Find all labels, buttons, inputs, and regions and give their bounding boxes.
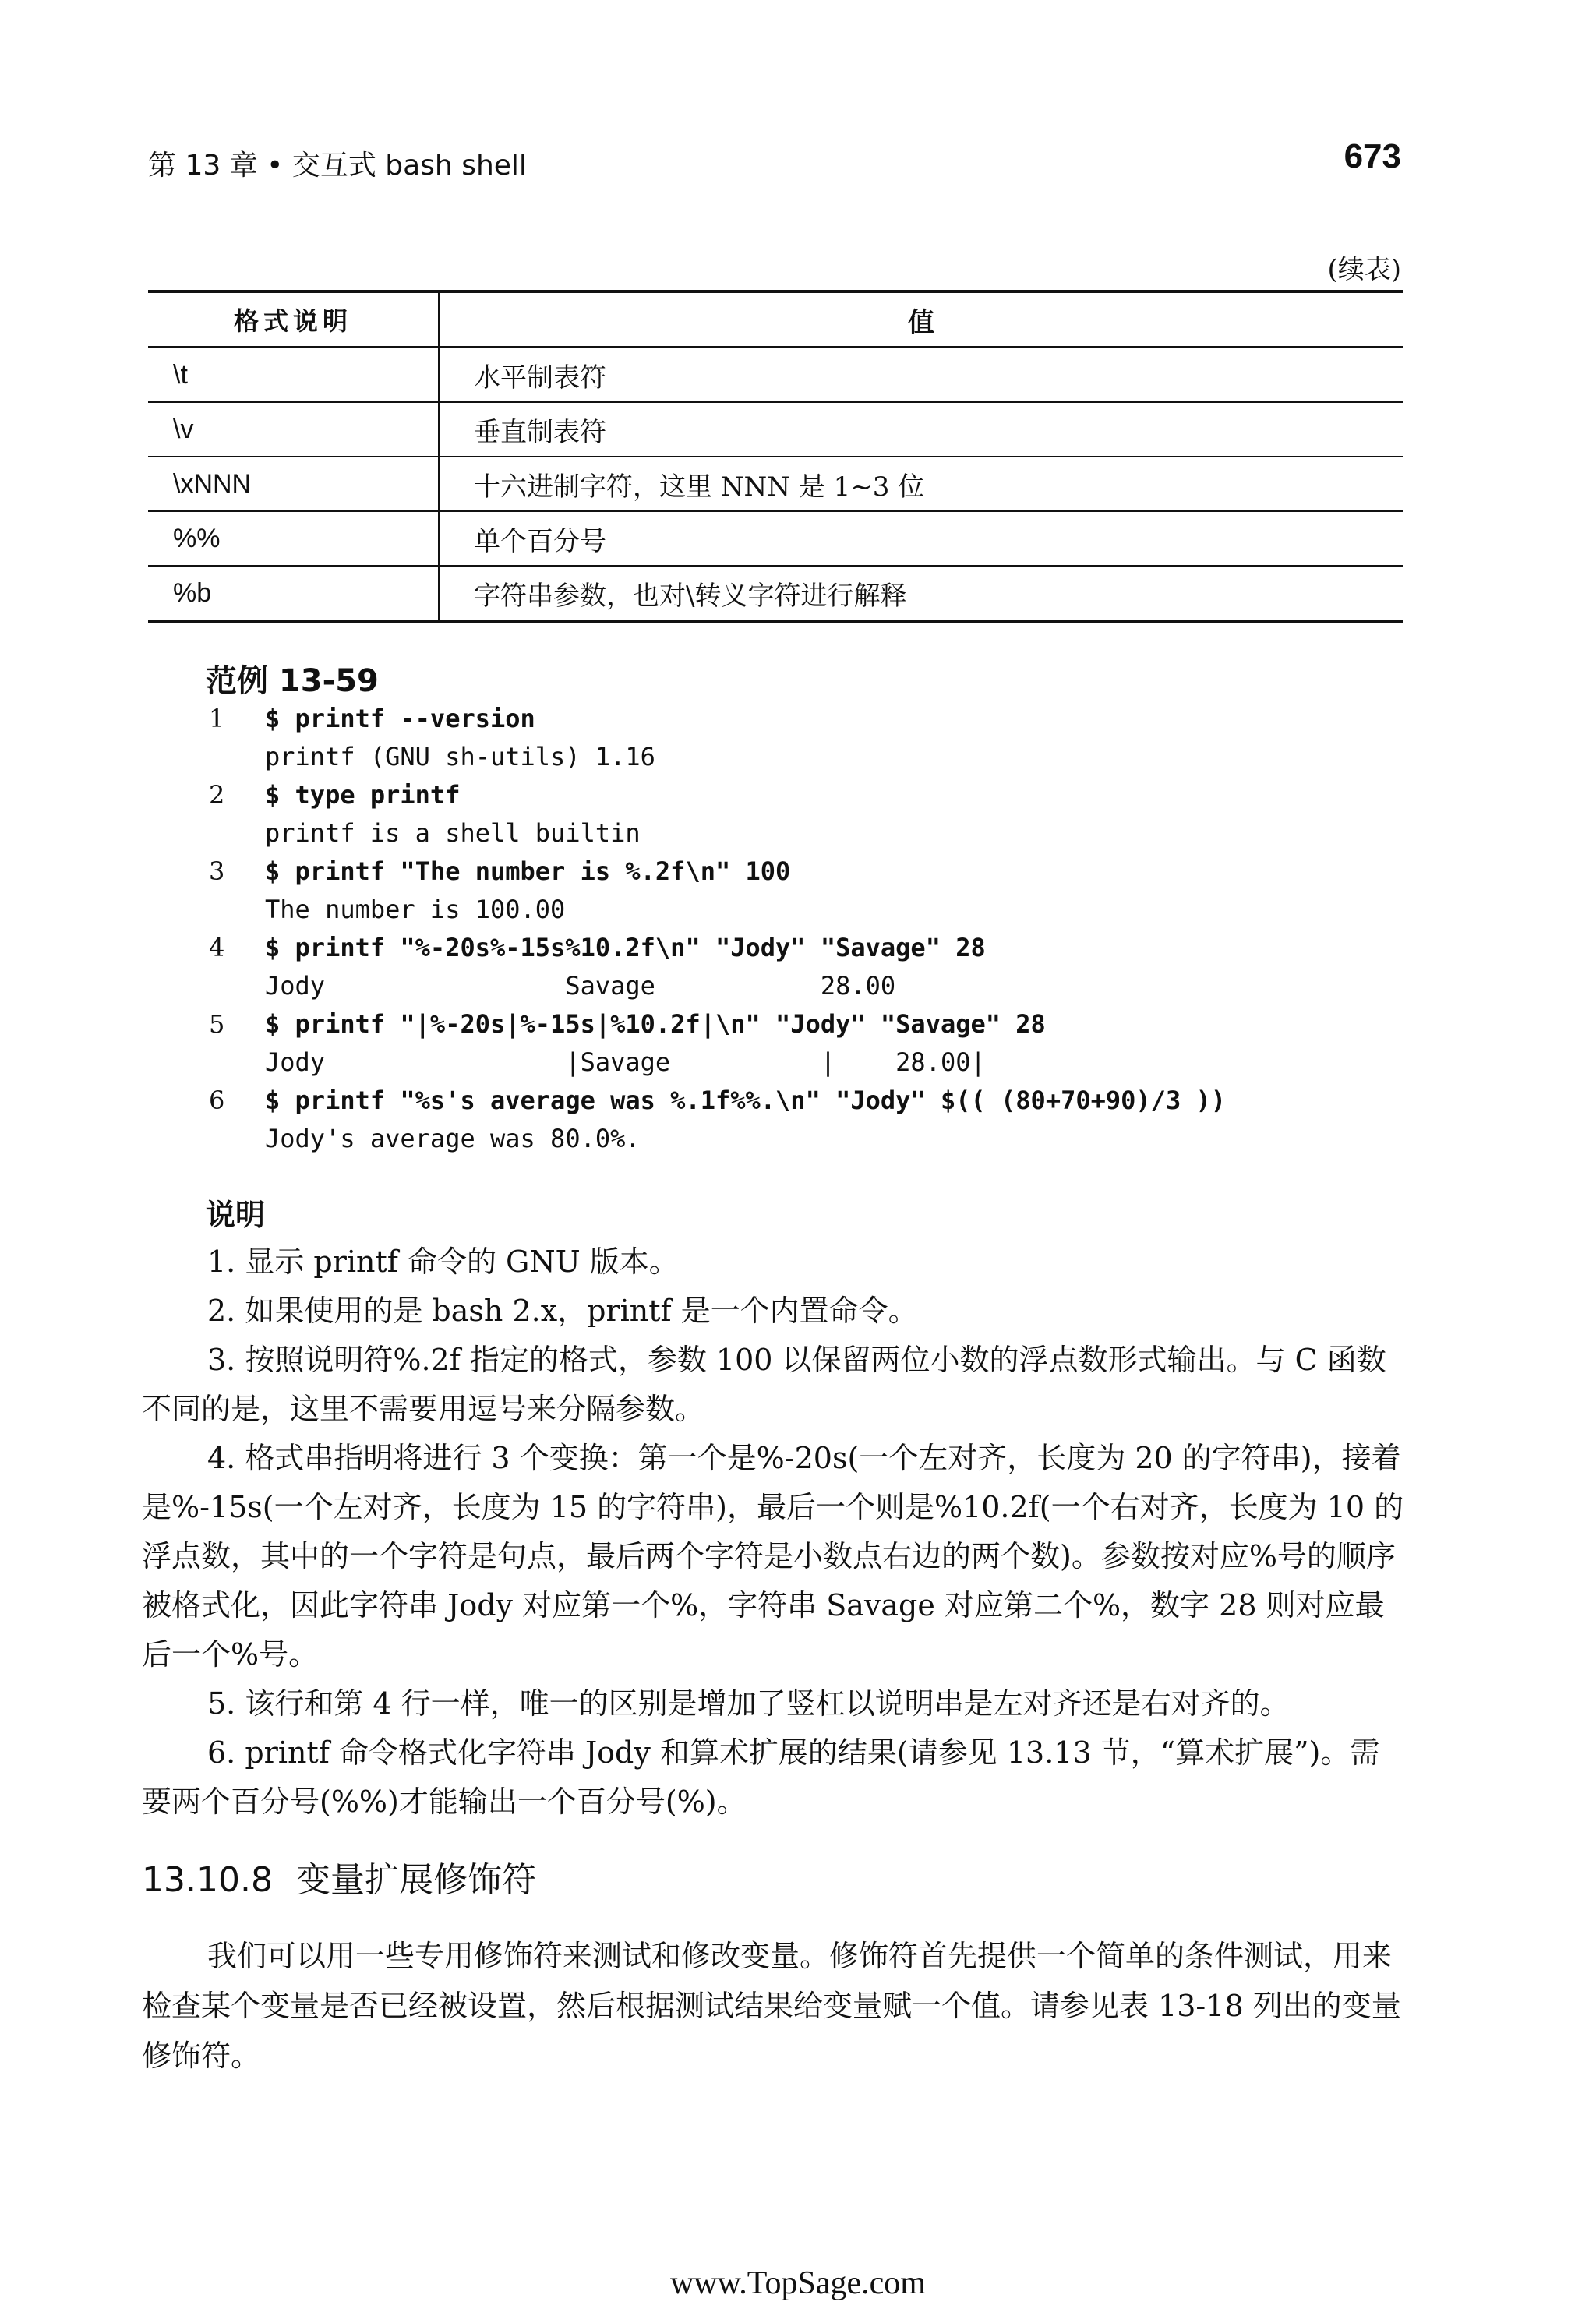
code-text: $ type printf: [265, 780, 461, 810]
code-text: printf (GNU sh-utils) 1.16: [265, 742, 655, 771]
code-line: [209, 967, 1425, 1005]
table-cell-value: 垂直制表符: [439, 402, 1403, 457]
code-text: $ printf --version: [265, 704, 535, 733]
code-text: $ printf "The number is %.2f\n" 100: [265, 856, 791, 886]
table-row: [148, 457, 1403, 511]
notes-title: 说明: [206, 1198, 266, 1232]
line-number: 4: [209, 933, 225, 962]
table-continued-label: (续表): [1327, 254, 1401, 285]
code-text: $ printf "%s's average was %.1f%%.\n" "Jody" $(( (80+70+90)/3 )): [265, 1086, 1226, 1115]
line-number: 3: [209, 856, 225, 886]
code-listing: [209, 700, 1425, 1158]
running-header: 第 13 章 • 交互式 bash shell: [148, 150, 527, 182]
note-item: 5. 该行和第 4 行一样，唯一的区别是增加了竖杠以说明串是左对齐还是右对齐的。: [207, 1686, 1290, 1721]
code-line: [209, 1043, 1425, 1082]
table-row: [148, 511, 1403, 566]
code-line: [209, 1082, 1425, 1120]
code-line: [209, 853, 1425, 891]
note-item: 4. 格式串指明将进行 3 个变换：第一个是%-20s(一个左对齐，长度为 20 的字符串)，接着是%-15s(一个左对齐，长度为 15 的字符串)，最后一个则是%10.2f(一个右对齐，长度为 10 的浮点数，其中的一个字符是句点，最后两个字符是小数点右边的两个数)。参数按对应%号的顺序被格式化，因此字符串 Jody 对应第一个%，字符串 Savage 对应第二个%，数字 28 则对应最后一个%号。: [142, 1441, 1404, 1672]
line-number: 6: [209, 1086, 225, 1115]
code-text: The number is 100.00: [265, 895, 566, 924]
table-cell-value: 十六进制字符，这里 NNN 是 1~3 位: [439, 457, 1403, 511]
table-cell-spec: \t: [148, 348, 439, 403]
section-heading: [142, 1852, 536, 1901]
line-number: 1: [209, 704, 225, 733]
line-number: 2: [209, 780, 225, 810]
note-item: 3. 按照说明符%.2f 指定的格式，参数 100 以保留两位小数的浮点数形式输出。与 C 函数不同的是，这里不需要用逗号来分隔参数。: [142, 1343, 1386, 1426]
body-paragraph: 我们可以用一些专用修饰符来测试和修改变量。修饰符首先提供一个简单的条件测试，用来检查某个变量是否已经被设置，然后根据测试结果给变量赋一个值。请参见表 13-18 列出的变量修饰符。: [142, 1939, 1401, 2073]
table-cell-value: 字符串参数，也对\转义字符进行解释: [439, 566, 1403, 621]
table-cell-spec: %%: [148, 511, 439, 566]
code-line: [209, 891, 1425, 929]
code-line: [209, 929, 1425, 967]
line-number: 5: [209, 1009, 225, 1039]
page-number: 673: [1344, 137, 1401, 175]
notes-list: [142, 1237, 1407, 1827]
code-text: Jody |Savage | 28.00|: [265, 1047, 986, 1077]
format-spec-table: [148, 290, 1403, 623]
section-number: 13.10.8: [142, 1860, 273, 1900]
note-item: 2. 如果使用的是 bash 2.x，printf 是一个内置命令。: [207, 1294, 918, 1328]
table-cell-spec: \xNNN: [148, 457, 439, 511]
code-text: $ printf "%-20s%-15s%10.2f\n" "Jody" "Savage" 28: [265, 933, 986, 962]
code-line: [209, 738, 1425, 776]
code-text: Jody Savage 28.00: [265, 971, 896, 1001]
code-line: [209, 776, 1425, 814]
table-cell-value: 单个百分号: [439, 511, 1403, 566]
code-text: printf is a shell builtin: [265, 818, 641, 848]
code-line: [209, 700, 1425, 738]
table-cell-spec: %b: [148, 566, 439, 621]
table-row: [148, 402, 1403, 457]
section-title-text: 变量扩展修饰符: [295, 1860, 536, 1900]
code-text: Jody's average was 80.0%.: [265, 1124, 641, 1153]
code-line: [209, 814, 1425, 853]
note-item: 6. printf 命令格式化字符串 Jody 和算术扩展的结果(请参见 13.13 节，“算术扩展”)。需要两个百分号(%%)才能输出一个百分号(%)。: [142, 1735, 1380, 1819]
table-row: [148, 566, 1403, 621]
table-cell-spec: \v: [148, 402, 439, 457]
column-header-value: 值: [439, 291, 1403, 348]
column-header-spec: 格式说明: [148, 291, 439, 348]
code-line: [209, 1005, 1425, 1043]
footer-url: www.TopSage.com: [670, 2265, 926, 2301]
table-cell-value: 水平制表符: [439, 348, 1403, 403]
note-item: 1. 显示 printf 命令的 GNU 版本。: [207, 1244, 679, 1279]
table-header-row: [148, 291, 1403, 348]
code-text: $ printf "|%-20s|%-15s|%10.2f|\n" "Jody" "Savage" 28: [265, 1009, 1046, 1039]
example-title: 范例 13-59: [206, 663, 379, 699]
code-line: [209, 1120, 1425, 1158]
table-row: [148, 348, 1403, 403]
